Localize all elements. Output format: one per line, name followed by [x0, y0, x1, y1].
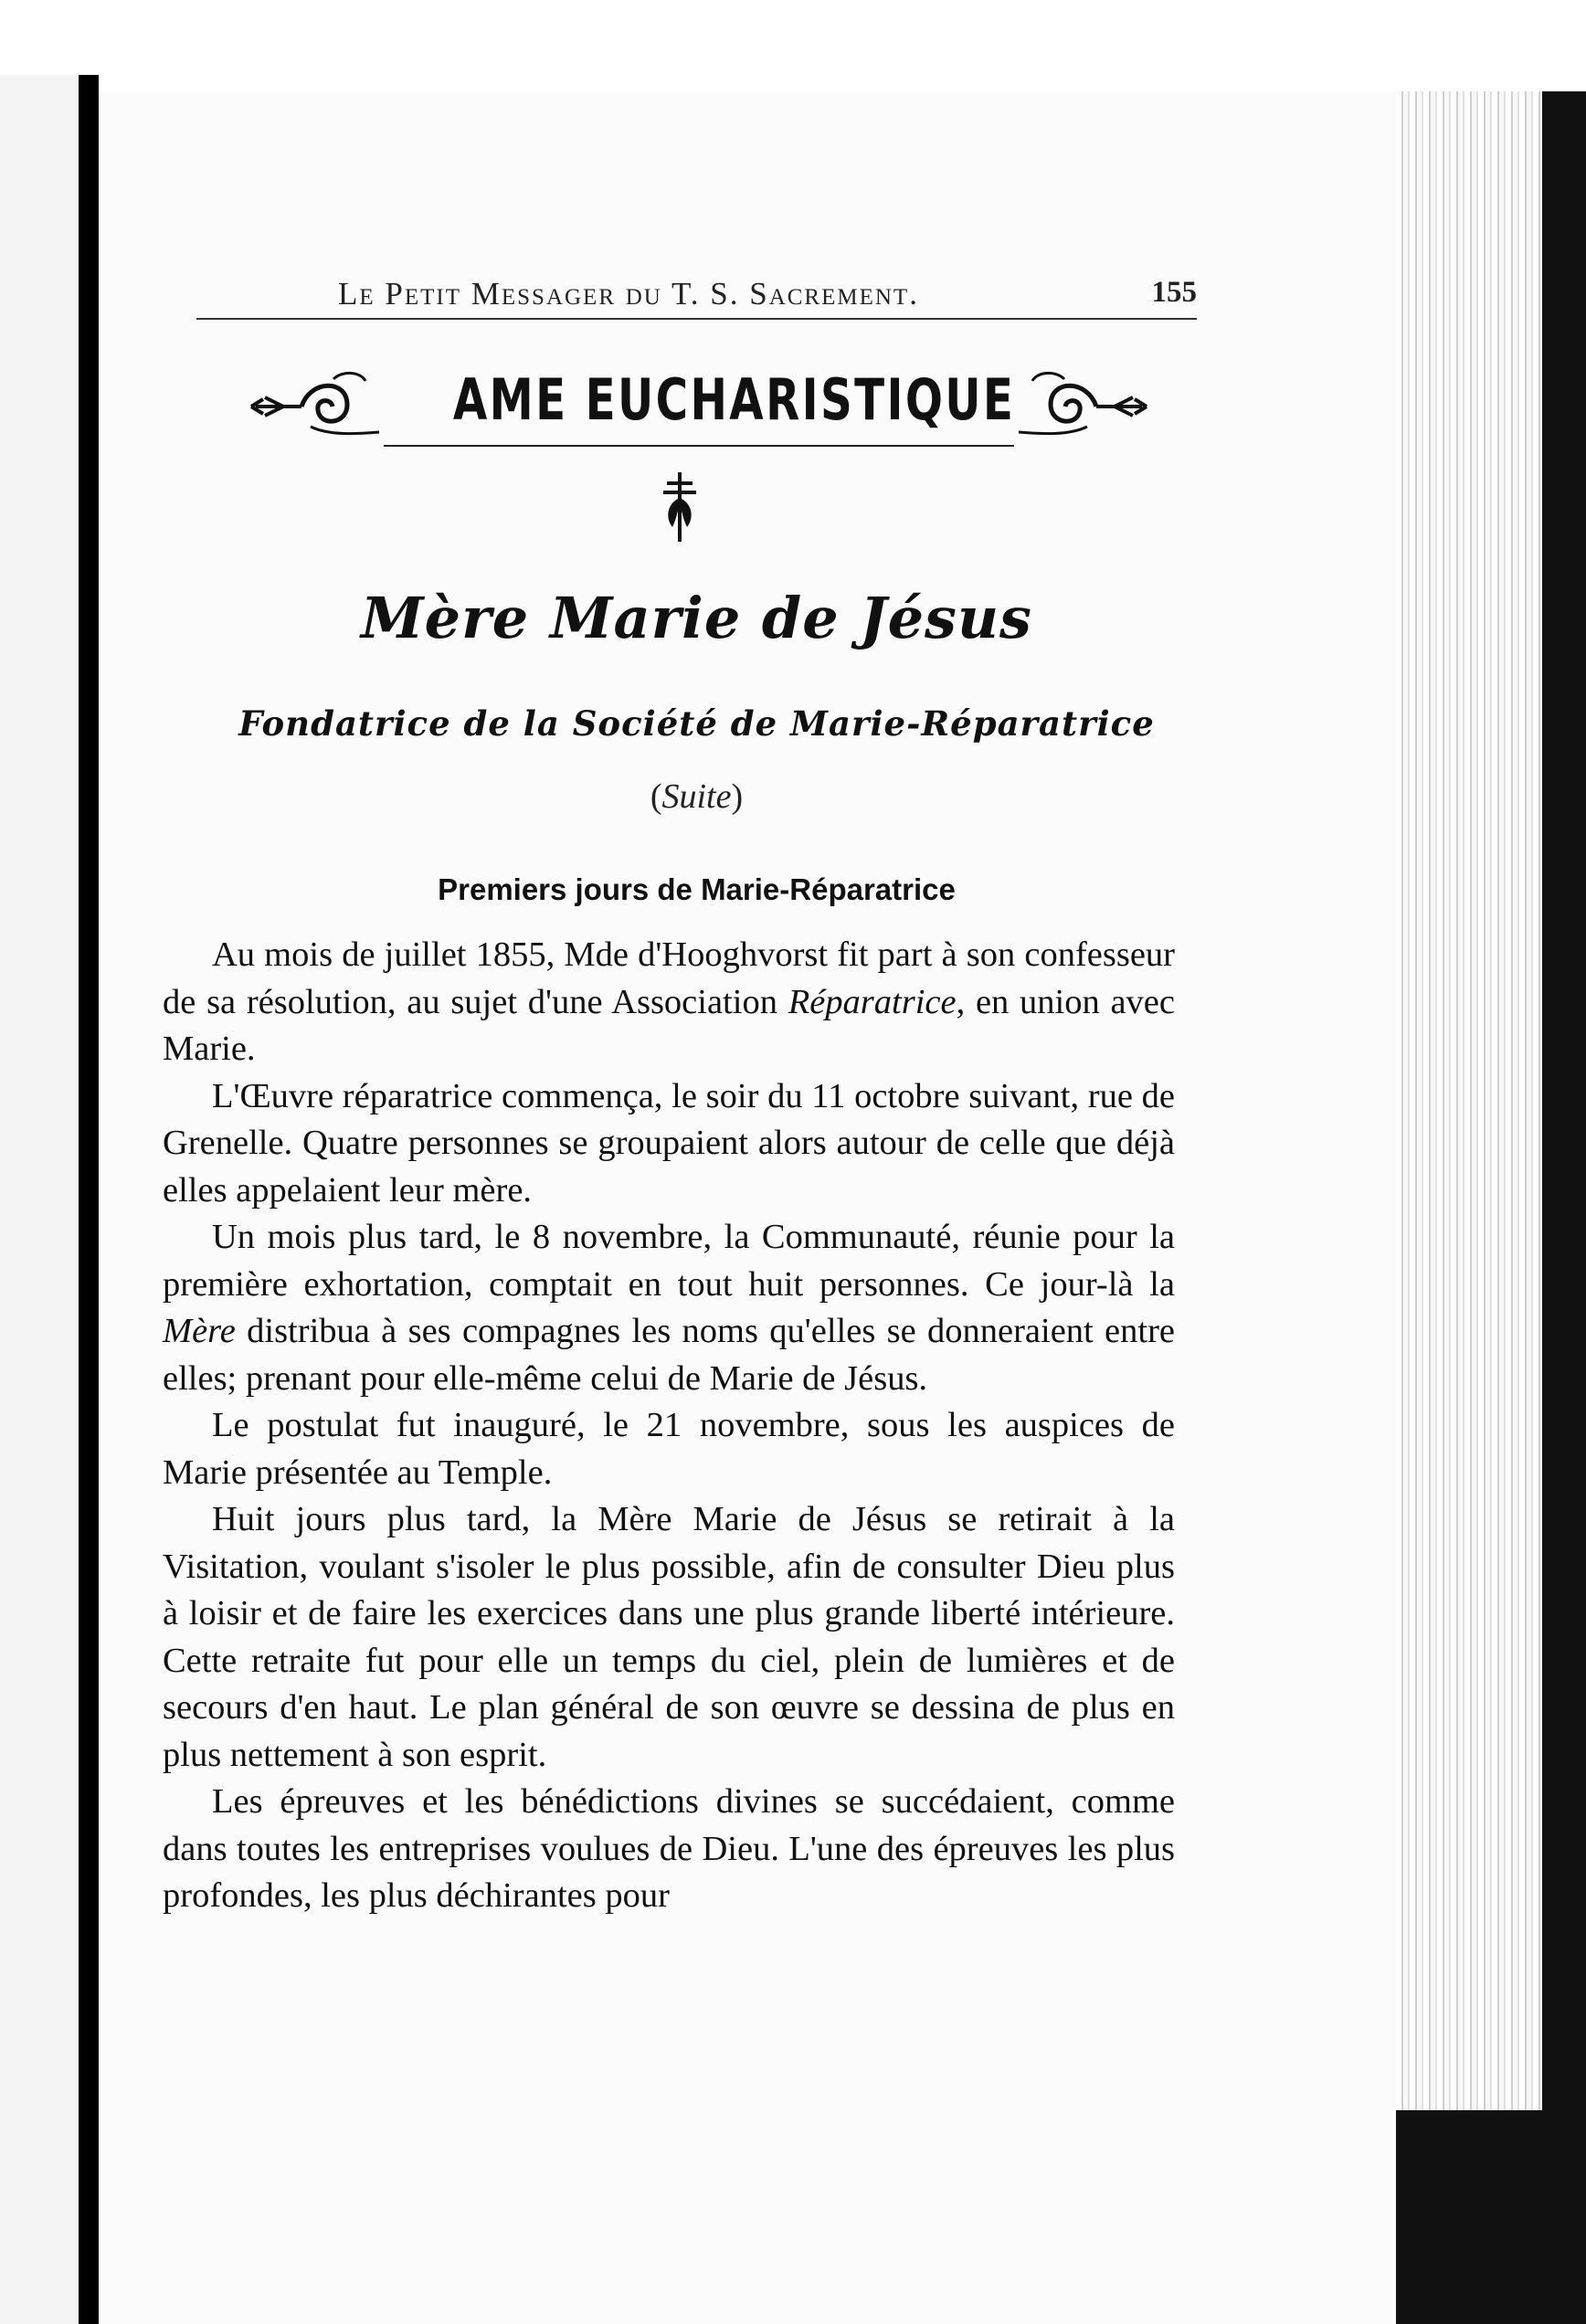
running-title: Le Petit Messager du T. S. Sacrement.: [338, 276, 919, 312]
paragraph: Les épreuves et les bénédictions divines se succédaient, comme dans toutes les entreprises voulues de Dieu. L'une des épreuves les plus profondes, les plus déchirantes pour: [163, 1782, 1175, 1915]
banner-underline: [384, 445, 1014, 447]
scroll-flourish-icon: [247, 370, 384, 443]
paragraph: Au mois de juillet 1855, Mde d'Hooghvorst fit part à son confesseur de sa résolution, au sujet d'une Association Réparatrice, en union avec Marie.: [163, 935, 1175, 1068]
running-header: [196, 274, 1197, 320]
scroll-flourish-icon: [1014, 370, 1151, 443]
scan-border: [1542, 91, 1586, 2110]
article-title: Mère Marie de Jésus: [361, 585, 1032, 651]
book-gutter-shadow: [79, 75, 99, 2324]
body-text: [163, 932, 1175, 1920]
page-number: 155: [1151, 276, 1197, 309]
paragraph: Huit jours plus tard, la Mère Marie de Jésus se retirait à la Visitation, voulant s'isoler le plus possible, afin de consulter Dieu plus à loisir et de faire les exercices dans une plus grande liberté intérieure. Cette retraite fut pour elle un temps du ciel, plein de lumières et de secours d'en haut. Le plan général de son œuvre se dessina de plus en plus nettement à son esprit.: [163, 1500, 1175, 1774]
continued-label: Suite: [661, 777, 732, 816]
section-banner: [247, 361, 1151, 461]
page-edges: [1396, 91, 1542, 2110]
paragraph: Le postulat fut inauguré, le 21 novembre, sous les auspices de Marie présentée au Temple.: [163, 1406, 1175, 1492]
fleuron-icon: [660, 470, 700, 544]
section-title: AME EUCHARISTIQUE: [452, 366, 1016, 433]
paragraph: Un mois plus tard, le 8 novembre, la Communauté, réunie pour la première exhortation, comptait en tout huit personnes. Ce jour-là la Mère distribua à ses compagnes les noms qu'elles se donneraient entre elles; prenant pour elle-même celui de Marie de Jésus.: [163, 1218, 1175, 1398]
paragraph: L'Œuvre réparatrice commença, le soir du 11 octobre suivant, rue de Grenelle. Quatre personnes se groupaient alors autour de celle que déjà elles appelaient leur mère.: [163, 1076, 1175, 1210]
article-subtitle: Fondatrice de la Société de Marie-Réparatrice: [238, 703, 1155, 744]
section-heading: Premiers jours de Marie-Réparatrice: [438, 872, 956, 906]
facing-page: [0, 75, 79, 2324]
continued-note: (Suite): [650, 777, 744, 816]
scan-border-bottom: [1396, 2110, 1586, 2324]
